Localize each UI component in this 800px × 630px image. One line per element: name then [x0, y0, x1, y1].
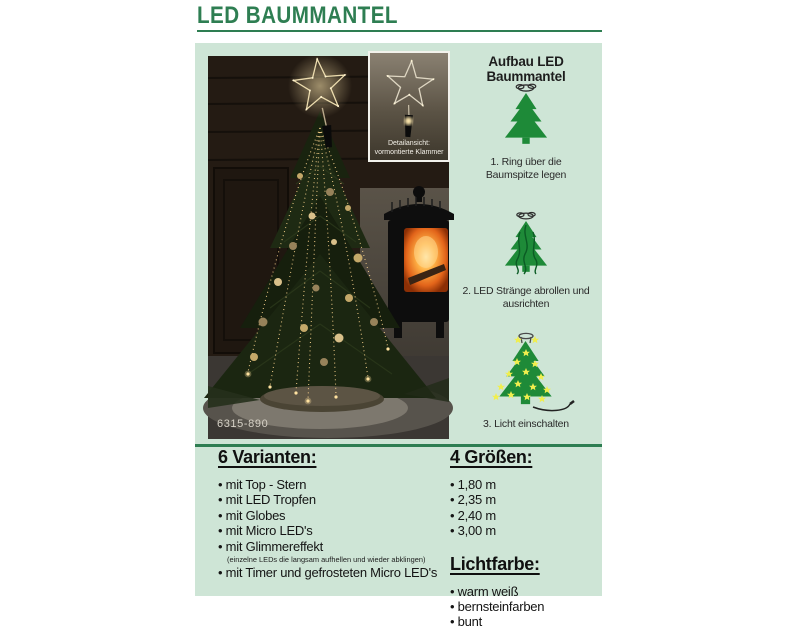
- variants-extra-list: [218, 565, 450, 580]
- page-title: LED BAUMMANTEL: [197, 2, 398, 29]
- light-color-list: [450, 584, 600, 630]
- tree-with-ring-icon: [476, 81, 576, 153]
- tree-with-strands-icon: [476, 210, 576, 282]
- product-photo: [208, 56, 449, 439]
- sizes-heading: 4 Größen:: [450, 447, 533, 467]
- list-item: • mit LED Tropfen: [218, 492, 450, 507]
- product-number: 6315-890: [217, 418, 269, 430]
- content-panel: [195, 43, 602, 630]
- inset-caption: Detailansicht: vormontierte Klammer: [374, 140, 444, 156]
- list-item: • mit Micro LED's: [218, 523, 450, 538]
- list-item: • bunt: [450, 614, 600, 629]
- list-item: • 2,35 m: [450, 492, 600, 507]
- variants-note: (einzelne LEDs die langsam aufhellen und wieder abklingen): [227, 555, 426, 565]
- instruction-step-1: [450, 81, 602, 181]
- step-caption: 3. Licht einschalten: [483, 418, 569, 430]
- step-caption: 2. LED Stränge abrollen und ausrichten: [462, 285, 590, 310]
- list-item: • 1,80 m: [450, 477, 600, 492]
- variants-list: [218, 477, 450, 554]
- detail-inset: [368, 51, 450, 162]
- inset-star-graphic: [370, 53, 448, 145]
- sizes-list: [450, 477, 600, 539]
- list-item: • 2,40 m: [450, 508, 600, 523]
- tree-basket: [260, 386, 384, 412]
- list-item: • mit Globes: [218, 508, 450, 523]
- list-item: • 3,00 m: [450, 523, 600, 538]
- instruction-step-3: [450, 331, 602, 431]
- power-cord: [533, 401, 574, 411]
- instruction-step-2: [450, 210, 602, 310]
- list-item: • mit Timer und gefrosteten Micro LED's: [218, 565, 450, 580]
- step-caption: 1. Ring über die Baumspitze legen: [485, 156, 567, 181]
- variants-heading: 6 Varianten:: [218, 447, 317, 467]
- instructions-heading: Aufbau LED Baummantel: [486, 54, 566, 84]
- list-item: • warm weiß: [450, 584, 600, 599]
- title-divider: [197, 30, 602, 32]
- variants-section: [218, 447, 450, 580]
- list-item: • bernsteinfarben: [450, 599, 600, 614]
- list-item: • mit Glimmereffekt: [218, 539, 450, 554]
- sizes-section: [450, 447, 600, 630]
- assembly-instructions: [450, 43, 602, 444]
- tree-lit-icon: [471, 331, 581, 415]
- light-color-heading: Lichtfarbe:: [450, 553, 540, 574]
- list-item: • mit Top - Stern: [218, 477, 450, 492]
